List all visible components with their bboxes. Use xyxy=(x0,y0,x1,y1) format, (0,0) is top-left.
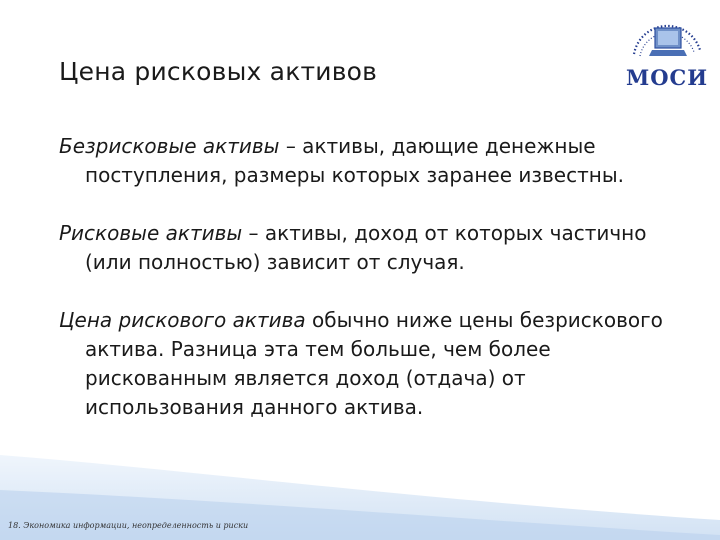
paragraph-risky xyxy=(59,219,684,277)
text-risky-price: обычно ниже цены безрискового актива. Разница эта тем больше, чем более рискованным является доход (отдача) от использования данного актива. xyxy=(85,308,663,419)
logo-text: МОСИ xyxy=(625,65,709,90)
text-risky: – активы, доход от которых частично (или полностью) зависит от случая. xyxy=(85,221,647,274)
slide-content xyxy=(59,132,684,451)
text-riskless: – активы, дающие денежные поступления, размеры которых заранее известны. xyxy=(85,134,624,187)
paragraph-risky-price xyxy=(59,306,684,422)
term-risky-price: Цена рискового актива xyxy=(59,308,306,332)
logo xyxy=(622,10,712,92)
slide-footer: 18. Экономика информации, неопределенность и риски xyxy=(8,521,249,530)
term-risky: Рисковые активы xyxy=(59,221,243,245)
slide-title: Цена рисковых активов xyxy=(59,57,378,86)
logo-emblem-icon xyxy=(622,10,712,70)
paragraph-riskless xyxy=(59,132,684,190)
term-riskless: Безрисковые активы xyxy=(59,134,280,158)
